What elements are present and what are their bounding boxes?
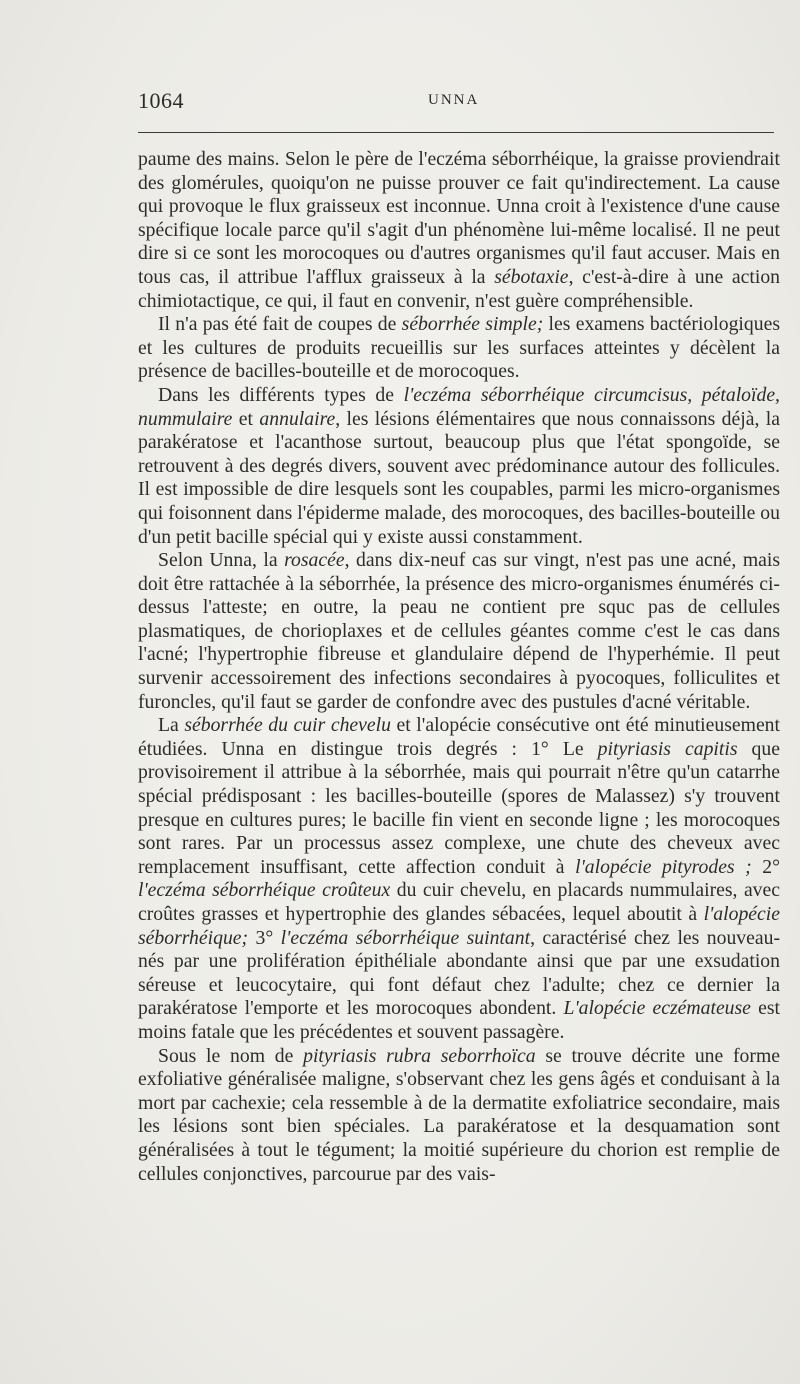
italic-term: l'alopécie séborrhéique;: [138, 903, 780, 949]
running-head: UNNA: [428, 92, 480, 108]
italic-term: séborrhée simple;: [401, 313, 544, 336]
paragraph: [138, 148, 780, 313]
text-run: Selon Unna, la: [158, 549, 285, 572]
body-text: [138, 148, 780, 1186]
text-run: paume des mains. Selon le père de l'eczéma séborrhéique, la graisse proviendrait des glomérules, quoiqu'on ne puisse prouver ce fait qu'indirectement. La cause qui provoque le flux graisseux est inconnue. Unna croit à l'existence d'une cause spécifique locale parce qu'il s'agit d'un phénomène lui-même localisé. Il ne peut dire si ce sont les morocoques ou d'autres organismes qu'il faut accuser. Mais en tous cas, il attribue l'afflux graisseux à la: [138, 148, 780, 288]
text-run: , les lésions élémentaires que nous connaissons déjà, la parakératose et l'acanthose surtout, beaucoup plus que l'état spongoïde, se retrouvent à des degrés divers, souvent avec prédominance autour des follicules. Il est impossible de dire lesquels sont les coupables, parmi les micro-organismes qui foisonnent dans l'épiderme malade, des morocoques, des bacilles-bouteille ou d'un petit bacille spécial qui y existe aussi constamment.: [138, 407, 780, 548]
text-run: Il n'a pas été fait de coupes de: [158, 313, 402, 336]
italic-term: rosacée: [284, 549, 345, 572]
page-number: 1064: [138, 88, 184, 113]
italic-term: sébotaxie: [494, 265, 569, 288]
paragraph: [138, 384, 780, 549]
italic-term: séborrhée du cuir chevelu: [184, 714, 391, 737]
text-run: Sous le nom de: [158, 1044, 304, 1067]
text-run: Dans les différents types de: [158, 383, 404, 406]
text-run: , c'est-à-dire à une action chimiotactique, ce qui, il faut en convenir, n'est guère compréhensible.: [138, 265, 781, 312]
text-run: et: [232, 407, 260, 430]
text-run: est moins fatale que les précédentes et souvent passagère.: [138, 997, 780, 1043]
italic-term: l'eczéma séborrhéique croûteux: [138, 879, 391, 902]
text-run: , caractérisé chez les nouveau-nés par une prolifération épithéliale abondante ainsi que par une exsudation séreuse et leucocytaire, qui font défaut chez l'adulte; chez ce dernier la parakératose l'emporte et les morocoques abondent.: [138, 926, 781, 1020]
paragraph: [138, 549, 780, 714]
paragraph: [138, 1045, 780, 1187]
text-run: , dans dix-neuf cas sur vingt, n'est pas une acné, mais doit être rattachée à la séborrhée, la présence des micro-organismes énumérés ci-dessus l'atteste; en outre, la peau ne contient pre squc pas de cellules plasmatiques, de chorioplaxes et de cellules géantes comme c'est le cas dans l'acné; l'hypertrophie fibreuse et glandulaire dépend de l'hyperhémie. Il peut survenir accessoirement des infections secondaires à pyocoques, folliculites et furoncles, qu'il faut se garder de confondre avec des pustules d'acné véritable.: [138, 549, 781, 713]
text-run: que provisoirement il attribue à la séborrhée, mais qui pourrait n'être qu'un catarrhe spécial prédisposant : les bacilles-bouteille (spores de Malassez) s'y trouvent presque en cultures pures; le bacille fin vient en seconde ligne ; les morocoques sont rares. Par un processus assez complexe, une chute des cheveux avec remplacement insuffisant, cette affection conduit à: [138, 737, 780, 878]
italic-term: annulaire: [259, 407, 336, 430]
header-rule: [138, 132, 774, 133]
italic-term: pityriasis rubra seborrhoïca: [303, 1044, 536, 1067]
page-header: [138, 88, 776, 118]
italic-term: l'eczéma séborrhéique circumcisus, pétaloïde, nummulaire: [138, 383, 780, 430]
paragraph: [138, 313, 780, 384]
italic-term: l'alopécie pityrodes ;: [575, 855, 752, 878]
text-run: 3°: [248, 926, 281, 949]
text-run: du cuir chevelu, en placards nummulaires, avec croûtes grasses et hypertrophie des glandes sébacées, lequel aboutit à: [138, 879, 780, 925]
italic-term: L'alopécie eczémateuse: [563, 997, 751, 1020]
text-run: et l'alopécie consécutive ont été minutieusement étudiées. Unna en distingue trois degrés : 1° Le: [138, 714, 780, 760]
italic-term: pityriasis capitis: [597, 737, 738, 760]
text-run: se trouve décrite une forme exfoliative généralisée maligne, s'observant chez les gens âgés et conduisant à la mort par cachexie; cela ressemble à de la dermatite exfoliatrice secondaire, mais les lésions sont bien spéciales. La parakératose et la desquamation sont généralisées à tout le tégument; la moitié supérieure du chorion est remplie de cellules conjonctives, parcourue par des vais-: [138, 1044, 781, 1185]
text-run: La: [158, 714, 185, 737]
text-run: les examens bactériologiques et les cultures de produits recueillis sur les surfaces atteintes y décèlent la présence de bacilles-bouteille et de morocoques.: [138, 313, 780, 383]
paragraph: [138, 714, 780, 1044]
italic-term: l'eczéma séborrhéique suintant: [280, 926, 531, 949]
text-run: 2°: [751, 855, 780, 878]
